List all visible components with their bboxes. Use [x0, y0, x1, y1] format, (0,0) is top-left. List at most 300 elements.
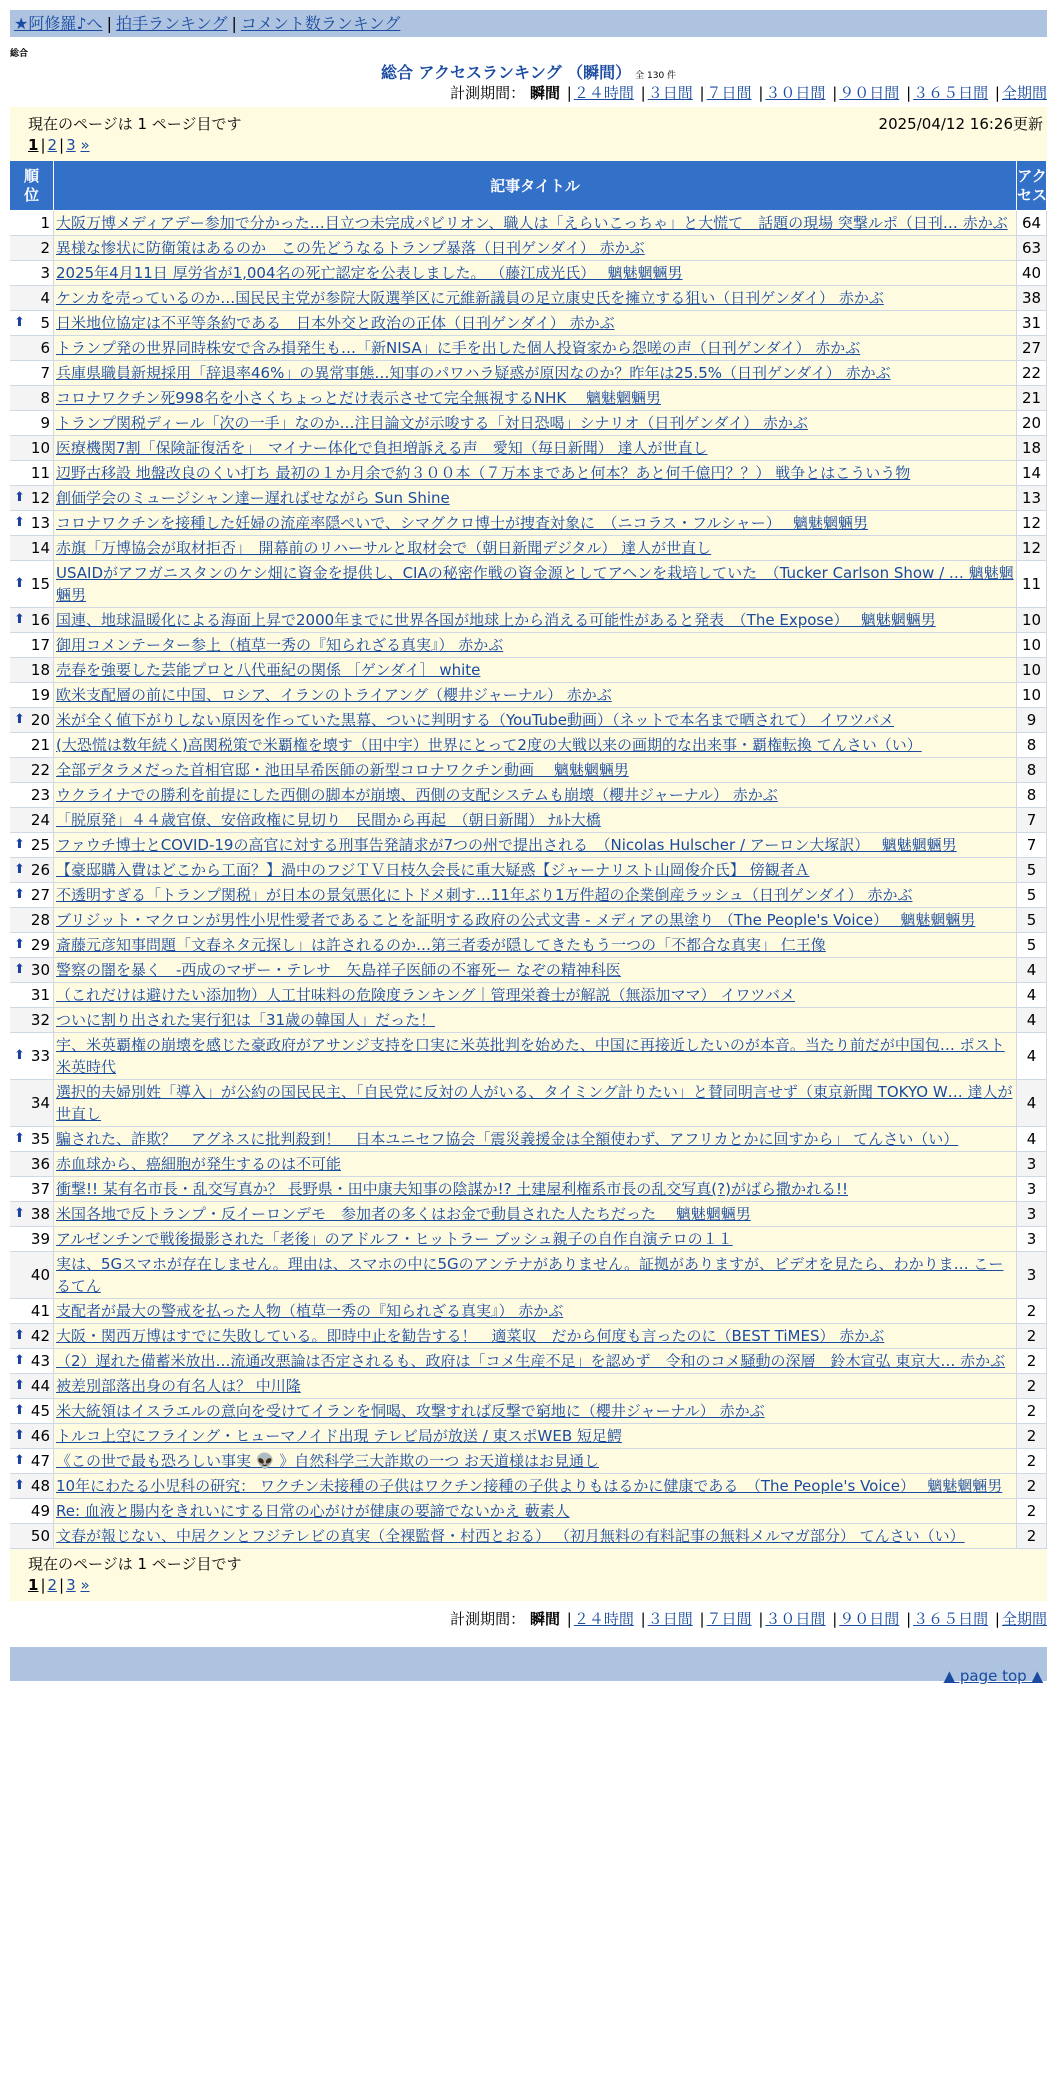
rank-number: 23: [30, 786, 50, 804]
article-title-link[interactable]: ウクライナでの勝利を前提にした西側の脚本が崩壊、西側の支配システムも崩壊（櫻井ジャーナル） 赤かぶ: [56, 786, 778, 804]
rank-number: 22: [30, 761, 50, 779]
table-row: [10, 808, 1047, 833]
access-count: 3: [1017, 1177, 1047, 1202]
period-separator: |: [994, 84, 1000, 102]
rank-up-arrow-icon: ⬆: [14, 1478, 25, 1493]
period-selector: [10, 82, 1047, 104]
access-count: 10: [1017, 608, 1047, 633]
rank-number: 25: [30, 836, 50, 854]
table-row: [10, 608, 1047, 633]
article-title-link[interactable]: 警察の闇を暴く -西成のマザー・テレサ 矢島祥子医師の不審死ー なぞの精神科医: [56, 961, 621, 979]
rank-cell: [10, 411, 54, 436]
rank-number: 44: [30, 1377, 50, 1395]
rank-up-arrow-icon: ⬆: [14, 712, 25, 727]
period-label: 計測期間：: [450, 84, 526, 102]
rank-number: 45: [30, 1402, 50, 1420]
rank-number: 39: [30, 1230, 50, 1248]
rank-cell: [10, 658, 54, 683]
title-cell: [54, 858, 1017, 883]
title-cell: [54, 1177, 1017, 1202]
pagination-page-2[interactable]: 2: [47, 1576, 58, 1594]
rank-number: 6: [40, 339, 50, 357]
rank-number: 11: [30, 464, 50, 482]
period-option-3d[interactable]: ３日間: [647, 1610, 693, 1628]
rank-up-arrow-icon: ⬆: [14, 962, 25, 977]
period-separator: |: [758, 1610, 764, 1628]
rank-cell: [10, 1424, 54, 1449]
rank-cell: [10, 1299, 54, 1324]
access-count: 9: [1017, 708, 1047, 733]
rank-cell: [10, 361, 54, 386]
article-title-link[interactable]: コロナワクチン死998名を小さくちょっとだけ表示させて完全無視するNHK 魑魅魍魎男: [56, 389, 661, 407]
period-option-all[interactable]: 全期間: [1001, 84, 1047, 102]
table-row: [10, 833, 1047, 858]
rank-number: 5: [40, 314, 50, 332]
rank-cell: [10, 536, 54, 561]
rank-cell: [10, 933, 54, 958]
article-title-link[interactable]: 宇、米英覇権の崩壊を感じた豪政府がアサンジ支持を口実に米英批判を始めた、中国に再接近したいのが本音。当たり前だが中国包… ポスト米英時代: [56, 1036, 1005, 1076]
article-title-link[interactable]: トルコ上空にフライング・ヒューマノイド出現 テレビ局が放送 / 東スポWEB 短足鰐: [56, 1427, 622, 1445]
rank-number: 15: [30, 575, 50, 593]
article-title-link[interactable]: 実は、5Gスマホが存在しません。理由は、スマホの中に5Gのアンテナがありません。証拠がありますが、ビデオを見たら、わかりま… こーるてん: [56, 1255, 1004, 1295]
period-option-3d[interactable]: ３日間: [647, 84, 693, 102]
page-title: [10, 60, 1047, 82]
article-title-link[interactable]: 米大統領はイスラエルの意向を受けてイランを恫喝、攻撃すれば反撃で窮地に（櫻井ジャーナル） 赤かぶ: [56, 1402, 765, 1420]
header-access-label: アクセス: [1017, 166, 1048, 204]
rank-up-arrow-icon: ⬆: [14, 862, 25, 877]
title-cell: [54, 633, 1017, 658]
access-count: 8: [1017, 733, 1047, 758]
rank-number: 2: [40, 239, 50, 257]
rank-number: 12: [30, 489, 50, 507]
rank-up-arrow-icon: ⬆: [14, 315, 25, 330]
rank-number: 8: [40, 389, 50, 407]
table-row: [10, 1499, 1047, 1524]
access-count: 20: [1017, 411, 1047, 436]
title-cell: [54, 1202, 1017, 1227]
article-title-link[interactable]: （2）遅れた備蓄米放出…流通改悪論は否定されるも、政府は「コメ生産不足」を認めず 令和のコメ騒動の深層 鈴木宣弘 東京大… 赤かぶ: [56, 1352, 1006, 1370]
table-row: [10, 983, 1047, 1008]
rank-up-arrow-icon: ⬆: [14, 887, 25, 902]
table-row: [10, 883, 1047, 908]
access-count: 4: [1017, 958, 1047, 983]
rank-cell: [10, 808, 54, 833]
article-title-link[interactable]: ついに割り出された実行犯は「31歳の韓国人」だった！: [56, 1011, 436, 1029]
rank-cell: [10, 908, 54, 933]
table-row: [10, 1152, 1047, 1177]
access-count: 22: [1017, 361, 1047, 386]
rank-number: 1: [40, 214, 50, 232]
period-option-30d[interactable]: ３０日間: [765, 1610, 826, 1628]
title-cell: [54, 1080, 1017, 1127]
article-title-link[interactable]: （これだけは避けたい添加物）人工甘味料の危険度ランキング｜管理栄養士が解説（無添加ママ） イワツバメ: [56, 986, 796, 1004]
article-title-link[interactable]: 2025年4月11日 厚労省が1,004名の死亡認定を公表しました。 （藤江成光氏） 魑魅魍魎男: [56, 264, 683, 282]
article-title-link[interactable]: 日米地位協定は不平等条約である 日本外交と政治の正体（日刊ゲンダイ） 赤かぶ: [56, 314, 615, 332]
rank-number: 49: [30, 1502, 50, 1520]
article-title-link[interactable]: アルゼンチンで戦後撮影された「老後」のアドルフ・ヒットラー ブッシュ親子の自作自演テロの１１: [56, 1230, 733, 1248]
rank-cell: [10, 1152, 54, 1177]
rank-up-arrow-icon: ⬆: [14, 490, 25, 505]
article-title-link[interactable]: 赤血球から、癌細胞が発生するのは不可能: [56, 1155, 342, 1173]
current-page-info-bottom: 現在のページは 1 ページ目です: [28, 1555, 242, 1573]
period-separator: |: [640, 84, 646, 102]
article-title-link[interactable]: Re: 血液と腸内をきれいにする日常の心がけが健康の要諦でないかえ 藪素人: [56, 1502, 570, 1520]
article-title-link[interactable]: コロナワクチンを接種した妊婦の流産率隠ぺいで、シマグクロ博士が捜査対象に （ニコラス・フルシャー） 魑魅魍魎男: [56, 514, 868, 532]
access-count: 5: [1017, 908, 1047, 933]
nav-separator: |: [106, 14, 112, 33]
title-cell: [54, 236, 1017, 261]
table-row: [10, 858, 1047, 883]
period-separator: |: [758, 84, 764, 102]
table-row: [10, 511, 1047, 536]
rank-up-arrow-icon: ⬆: [14, 612, 25, 627]
period-option-365d[interactable]: ３６５日間: [913, 84, 989, 102]
article-title-link[interactable]: 大阪万博メディアデー参加で分かった…目立つ未完成パビリオン、職人は「えらいこっちゃ」と大慌て 話題の現場 突撃ルポ（日刊… 赤かぶ: [56, 214, 1008, 232]
table-row: [10, 933, 1047, 958]
pagination-current: 1: [28, 136, 39, 154]
period-separator: |: [640, 1610, 646, 1628]
rank-up-arrow-icon: ⬆: [14, 837, 25, 852]
table-row: [10, 361, 1047, 386]
period-separator: |: [832, 84, 838, 102]
table-row: [10, 486, 1047, 511]
article-title-link[interactable]: 「脱原発」４４歳官僚、安倍政権に見切り 民間から再起 （朝日新聞） ﾅﾙﾄ大橋: [56, 811, 601, 829]
period-option-24h[interactable]: ２４時間: [573, 84, 634, 102]
table-row: [10, 783, 1047, 808]
rank-cell: [10, 1033, 54, 1080]
title-cell: [54, 1524, 1017, 1549]
article-title-link[interactable]: ファウチ博士とCOVID-19の高官に対する刑事告発請求が7つの州で提出される （Nicolas Hulscher / アーロン大塚訳） 魑魅魍魎男: [56, 836, 957, 854]
table-row: [10, 683, 1047, 708]
access-count: 4: [1017, 1127, 1047, 1152]
rank-number: 37: [30, 1180, 50, 1198]
title-cell: [54, 1299, 1017, 1324]
period-option-90d[interactable]: ９０日間: [839, 1610, 900, 1628]
rank-number: 43: [30, 1352, 50, 1370]
article-title-link[interactable]: トランプ関税ディール「次の一手」なのか…注目論文が示唆する「対日恐喝」シナリオ（日刊ゲンダイ） 赤かぶ: [56, 414, 808, 432]
article-title-link[interactable]: 医療機関7割「保険証復活を」 マイナー体化で負担増訴える声 愛知（毎日新聞） 達人が世直し: [56, 439, 708, 457]
access-count: 12: [1017, 536, 1047, 561]
page-container: [10, 10, 1048, 1685]
article-title-link[interactable]: 創価学会のミュージシャン達ー遅ればせながら Sun Shine: [56, 489, 450, 507]
access-count: 2: [1017, 1349, 1047, 1374]
rank-cell: [10, 1008, 54, 1033]
table-row: [10, 1399, 1047, 1424]
period-separator: |: [699, 84, 705, 102]
article-title-link[interactable]: 被差別部落出身の有名人は？ 中川隆: [56, 1377, 301, 1395]
rank-number: 21: [30, 736, 50, 754]
header-rank: [10, 161, 54, 211]
table-row: [10, 1252, 1047, 1299]
access-count: 2: [1017, 1449, 1047, 1474]
article-title-link[interactable]: 兵庫県職員新規採用「辞退率46%」の異常事態…知事のパワハラ疑惑が原因なのか？昨年は25.5%（日刊ゲンダイ） 赤かぶ: [56, 364, 891, 382]
access-count: 2: [1017, 1399, 1047, 1424]
table-row: [10, 286, 1047, 311]
table-row: [10, 1374, 1047, 1399]
period-option-24h[interactable]: ２４時間: [573, 1610, 634, 1628]
rank-number: 14: [30, 539, 50, 557]
article-title-link[interactable]: 全部デタラメだった首相官邸・池田早希医師の新型コロナワクチン動画 魑魅魍魎男: [56, 761, 629, 779]
access-count: 5: [1017, 883, 1047, 908]
rank-up-arrow-icon: ⬆: [14, 1048, 25, 1063]
table-row: [10, 1524, 1047, 1549]
article-title-link[interactable]: 米が全く値下がりしない原因を作っていた黒幕、ついに判明する（YouTube動画）（ネットで本名まで晒されて） イワツバメ: [56, 711, 894, 729]
rank-up-arrow-icon: ⬆: [14, 1206, 25, 1221]
nav-link-applause-ranking[interactable]: 拍手ランキング: [115, 14, 228, 33]
rank-cell: [10, 683, 54, 708]
article-title-link[interactable]: 10年にわたる小児科の研究： ワクチン未接種の子供はワクチン接種の子供よりもはるかに健康である （The People's Voice） 魑魅魍魎男: [56, 1477, 1003, 1495]
table-row: [10, 658, 1047, 683]
pagination-bottom: [28, 1576, 90, 1594]
rank-up-arrow-icon: ⬆: [14, 1131, 25, 1146]
table-header-row: [10, 161, 1047, 211]
period-option-all[interactable]: 全期間: [1001, 1610, 1047, 1628]
period-option-7d[interactable]: ７日間: [706, 1610, 752, 1628]
rank-number: 20: [30, 711, 50, 729]
access-count: 2: [1017, 1474, 1047, 1499]
article-title-link[interactable]: 赤旗「万博協会が取材拒否」 開幕前のリハーサルと取材会で（朝日新聞デジタル） 達人が世直し: [56, 539, 712, 557]
title-cell: [54, 608, 1017, 633]
article-title-link[interactable]: 選択的夫婦別姓「導入」が公約の国民民主、「自民党に反対の人がいる、タイミング計りたい」と賛同明言せず（東京新聞 TOKYO W… 達人が世直し: [56, 1083, 1013, 1123]
rank-number: 38: [30, 1205, 50, 1223]
period-separator: |: [699, 1610, 705, 1628]
page-info-box: [10, 107, 1047, 161]
page-top-link[interactable]: ▲ page top ▲: [943, 1667, 1043, 1685]
article-title-link[interactable]: 斎藤元彦知事問題「文春ネタ元探し」は許されるのか…第三者委が隠してきたもう一つの「不都合な真実」 仁王像: [56, 936, 826, 954]
rank-number: 10: [30, 439, 50, 457]
title-cell: [54, 958, 1017, 983]
period-option-90d[interactable]: ９０日間: [839, 84, 900, 102]
pagination-next[interactable]: »: [80, 136, 90, 154]
pagination-page-3[interactable]: 3: [66, 136, 76, 154]
table-row: [10, 1202, 1047, 1227]
article-title-link[interactable]: 国連、地球温暖化による海面上昇で2000年までに世界各国が地球上から消える可能性があると発表 （The Expose） 魑魅魍魎男: [56, 611, 936, 629]
article-title-link[interactable]: USAIDがアフガニスタンのケシ畑に資金を提供し、CIAの秘密作戦の資金源としてアヘンを栽培していた （Tucker Carlson Show / … 魑魅魍魎男: [56, 564, 1014, 604]
rank-number: 9: [40, 414, 50, 432]
rank-cell: [10, 708, 54, 733]
article-title-link[interactable]: 支配者が最大の警戒を払った人物（植草一秀の『知られざる真実』） 赤かぶ: [56, 1302, 564, 1320]
article-title-link[interactable]: 辺野古移設 地盤改良のくい打ち 最初の１か月余で約３００本（７万本まであと何本？あと何千億円？？） 戦争とはこういう物: [56, 464, 911, 482]
pagination-page-3[interactable]: 3: [66, 1576, 76, 1594]
table-row: [10, 386, 1047, 411]
title-cell: [54, 1127, 1017, 1152]
period-option-30d[interactable]: ３０日間: [765, 84, 826, 102]
title-cell: [54, 783, 1017, 808]
title-cell: [54, 386, 1017, 411]
rank-number: 42: [30, 1327, 50, 1345]
article-title-link[interactable]: 不透明すぎる「トランプ関税」が日本の景気悪化にトドメ刺す…11年ぶり1万件超の企業倒産ラッシュ（日刊ゲンダイ） 赤かぶ: [56, 886, 913, 904]
pagination-separator: |: [40, 136, 46, 154]
rank-up-arrow-icon: ⬆: [14, 1428, 25, 1443]
rank-number: 32: [30, 1011, 50, 1029]
rank-number: 27: [30, 886, 50, 904]
table-row: [10, 1127, 1047, 1152]
rank-number: 48: [30, 1477, 50, 1495]
access-count: 3: [1017, 1152, 1047, 1177]
access-count: 5: [1017, 933, 1047, 958]
rank-cell: [10, 633, 54, 658]
access-count: 18: [1017, 436, 1047, 461]
rank-cell: [10, 236, 54, 261]
rank-cell: [10, 958, 54, 983]
top-nav-bar: [10, 10, 1047, 37]
rank-number: 19: [30, 686, 50, 704]
rank-number: 28: [30, 911, 50, 929]
table-row: [10, 311, 1047, 336]
access-count: 2: [1017, 1324, 1047, 1349]
period-separator: |: [832, 1610, 838, 1628]
period-current: 瞬間: [529, 1610, 560, 1628]
access-count: 4: [1017, 983, 1047, 1008]
table-row: [10, 1449, 1047, 1474]
access-count: 4: [1017, 1080, 1047, 1127]
title-cell: [54, 983, 1017, 1008]
title-cell: [54, 336, 1017, 361]
access-count: 2: [1017, 1499, 1047, 1524]
rank-cell: [10, 336, 54, 361]
title-cell: [54, 511, 1017, 536]
period-separator: |: [906, 84, 912, 102]
title-cell: [54, 1349, 1017, 1374]
access-count: 27: [1017, 336, 1047, 361]
article-title-link[interactable]: 欧米支配層の前に中国、ロシア、イランのトライアング（櫻井ジャーナル） 赤かぶ: [56, 686, 612, 704]
access-count: 64: [1017, 211, 1047, 236]
table-row: [10, 1349, 1047, 1374]
rank-cell: [10, 386, 54, 411]
pagination-separator: |: [40, 1576, 46, 1594]
table-row: [10, 958, 1047, 983]
rank-cell: [10, 1252, 54, 1299]
article-title-link[interactable]: 異様な惨状に防衛策はあるのか この先どうなるトランプ暴落（日刊ゲンダイ） 赤かぶ: [56, 239, 645, 257]
access-count: 8: [1017, 758, 1047, 783]
rank-cell: [10, 1177, 54, 1202]
article-title-link[interactable]: 【豪邸購入費はどこから工面？】渦中のフジＴＶ日枝久会長に重大疑惑【ジャーナリスト山岡俊介氏】 傍観者Ａ: [56, 861, 810, 879]
rank-up-arrow-icon: ⬆: [14, 1328, 25, 1343]
title-cell: [54, 733, 1017, 758]
title-cell: [54, 536, 1017, 561]
rank-number: 16: [30, 611, 50, 629]
rank-cell: [10, 286, 54, 311]
table-row: [10, 1424, 1047, 1449]
title-cell: [54, 683, 1017, 708]
header-access: [1017, 161, 1047, 211]
rank-up-arrow-icon: ⬆: [14, 1403, 25, 1418]
pagination-next[interactable]: »: [80, 1576, 90, 1594]
title-cell: [54, 883, 1017, 908]
article-title-link[interactable]: 売春を強要した芸能プロと八代亜紀の関係 ［ゲンダイ］ white: [56, 661, 481, 679]
category-label: 総合: [10, 49, 29, 59]
period-option-7d[interactable]: ７日間: [706, 84, 752, 102]
pagination-separator: |: [59, 136, 65, 154]
article-title-link[interactable]: 衝撃!! 某有名市長・乱交写真か？ 長野県・田中康夫知事の陰謀か!? 土建屋利権系市長の乱交写真(?)がばら撒かれる!!: [56, 1180, 849, 1198]
pagination-separator: |: [59, 1576, 65, 1594]
article-title-link[interactable]: 米国各地で反トランプ・反イーロンデモ 参加者の多くはお金で動員された人たちだった 魑魅魍魎男: [56, 1205, 751, 1223]
access-count: 2: [1017, 1524, 1047, 1549]
title-cell: [54, 1324, 1017, 1349]
table-row: [10, 436, 1047, 461]
nav-link-home[interactable]: ★阿修羅♪へ: [14, 14, 103, 33]
article-title-link[interactable]: (大恐慌は数年続く)高関税策で米覇権を壊す（田中宇）世界にとって2度の大戦以来の画期的な出来事・覇権転換 てんさい（い）: [56, 736, 922, 754]
period-selector-bottom: [10, 1607, 1047, 1631]
rank-cell: [10, 1080, 54, 1127]
table-row: [10, 536, 1047, 561]
rank-cell: [10, 833, 54, 858]
rank-number: 18: [30, 661, 50, 679]
article-title-link[interactable]: ケンカを売っているのか…国民民主党が参院大阪選挙区に元維新議員の足立康史氏を擁立する狙い（日刊ゲンダイ） 赤かぶ: [56, 289, 884, 307]
rank-cell: [10, 1524, 54, 1549]
rank-up-arrow-icon: ⬆: [14, 937, 25, 952]
table-row: [10, 1299, 1047, 1324]
article-title-link[interactable]: ブリジット・マクロンが男性小児性愛者であることを証明する政府の公式文書 - メディアの黒塗り （The People's Voice） 魑魅魍魎男: [56, 911, 976, 929]
access-count: 10: [1017, 633, 1047, 658]
rank-cell: [10, 1324, 54, 1349]
period-option-365d[interactable]: ３６５日間: [913, 1610, 989, 1628]
access-count: 7: [1017, 808, 1047, 833]
table-row: [10, 733, 1047, 758]
article-title-link[interactable]: 大阪・関西万博はすでに失敗している。即時中止を勧告する！ 適菜収 だから何度も言ったのに（BEST TiMES） 赤かぶ: [56, 1327, 885, 1345]
table-row: [10, 1474, 1047, 1499]
title-cell: [54, 436, 1017, 461]
title-cell: [54, 1374, 1017, 1399]
period-separator: |: [906, 1610, 912, 1628]
total-count: 全 130 件: [635, 71, 677, 81]
period-separator: |: [994, 1610, 1000, 1628]
title-cell: [54, 1152, 1017, 1177]
article-title-link[interactable]: 騙された、詐欺？ アグネスに批判殺到！ 日本ユニセフ協会「震災義援金は全額使わず、アフリカとかに回すから」 てんさい（い）: [56, 1130, 959, 1148]
article-title-link[interactable]: 御用コメンテーター参上（植草一秀の『知られざる真実』） 赤かぶ: [56, 636, 504, 654]
period-current: 瞬間: [529, 84, 560, 102]
title-cell: [54, 933, 1017, 958]
access-count: 4: [1017, 1008, 1047, 1033]
nav-link-comment-ranking[interactable]: コメント数ランキング: [240, 14, 401, 33]
rank-cell: [10, 561, 54, 608]
table-row: [10, 561, 1047, 608]
rank-cell: [10, 486, 54, 511]
title-cell: [54, 1252, 1017, 1299]
rank-cell: [10, 1374, 54, 1399]
table-row: [10, 633, 1047, 658]
table-row: [10, 1080, 1047, 1127]
title-cell: [54, 708, 1017, 733]
rank-number: 31: [30, 986, 50, 1004]
rank-cell: [10, 436, 54, 461]
rank-number: 26: [30, 861, 50, 879]
access-count: 13: [1017, 486, 1047, 511]
access-count: 3: [1017, 1227, 1047, 1252]
access-count: 4: [1017, 1033, 1047, 1080]
rank-cell: [10, 883, 54, 908]
period-label: 計測期間：: [450, 1610, 526, 1628]
article-title-link[interactable]: トランプ発の世界同時株安で含み損発生も…「新NISA」に手を出した個人投資家から怨嗟の声（日刊ゲンダイ） 赤かぶ: [56, 339, 861, 357]
rank-number: 40: [30, 1266, 50, 1284]
title-cell: [54, 486, 1017, 511]
article-title-link[interactable]: 文春が報じない、中居クンとフジテレビの真実（全裸監督・村西とおる） （初月無料の有料記事の無料メルマガ部分） てんさい（い）: [56, 1527, 965, 1545]
rank-cell: [10, 733, 54, 758]
article-title-link[interactable]: 《この世で最も恐ろしい事実 👽 》自然科学三大詐欺の一つ お天道様はお見通し: [56, 1452, 599, 1470]
nav-separator: |: [231, 14, 237, 33]
table-row: [10, 1177, 1047, 1202]
rank-number: 30: [30, 961, 50, 979]
pagination-page-2[interactable]: 2: [47, 136, 58, 154]
period-separator: |: [566, 1610, 572, 1628]
pagination: [28, 136, 90, 154]
title-cell: [54, 833, 1017, 858]
title-cell: [54, 908, 1017, 933]
table-row: [10, 1227, 1047, 1252]
rank-number: 29: [30, 936, 50, 954]
rank-cell: [10, 1474, 54, 1499]
page-title-text: 総合 アクセスランキング （瞬間）: [380, 63, 632, 82]
